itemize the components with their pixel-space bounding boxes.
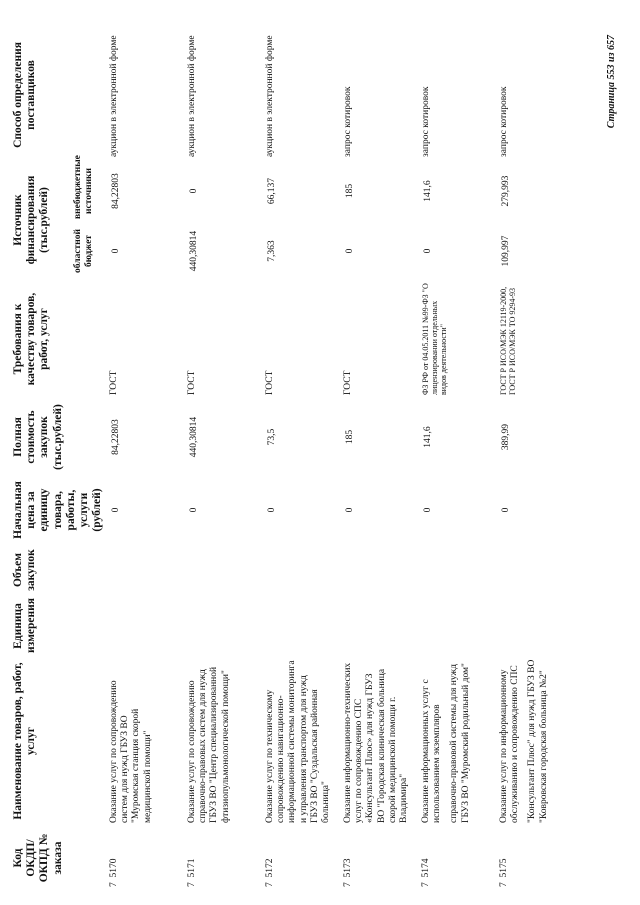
- item-name-line: "Консультант Плюс" для нужд ГБУЗ ВО "Ковровская городская больница №2": [527, 659, 549, 823]
- item-name-line: Оказание услуг по сопровождению справочно-правовых систем для нужд ГБУЗ ВО "Центр специализированной фтизиопульмонологической помощи": [186, 666, 231, 823]
- item-name-line: "Муромская станция скорой медицинской помощи": [131, 708, 153, 823]
- header-requirements: Требования к качеству товаров, работ, услуг: [12, 292, 51, 386]
- okdp-code: 7: [108, 882, 119, 887]
- okdp-code: 7: [498, 882, 509, 887]
- header-funding-regional: областной бюджет: [72, 229, 94, 273]
- row-code-cell: [341, 826, 419, 890]
- order-number: 5173: [342, 858, 353, 878]
- item-name-line: справочно-правовой системы для нужд ГБУЗ ВО "Муромский родильный дом": [449, 663, 471, 823]
- unit-price-cell: 0: [344, 507, 355, 513]
- unit-cell: [419, 596, 497, 656]
- method-cell: запрос котировок: [498, 86, 509, 157]
- requirements-cell: ГОСТ: [342, 370, 353, 395]
- unit-cell: [185, 596, 263, 656]
- extra-budget-cell: 0: [188, 188, 199, 194]
- item-name-line: Оказание информационно-технических услуг по сопровождению СПС «Консультант Плюс» для нужд ГБУЗ ВО "Городская клиническая больница скорой медицинской помощи г. Владимира": [342, 662, 410, 823]
- requirements-cell: ГОСТ: [264, 370, 275, 395]
- unit-price-cell: 0: [266, 507, 277, 513]
- table-row: [497, 30, 575, 890]
- unit-price-cell: 0: [110, 507, 121, 513]
- regional-budget-cell: 0: [344, 248, 355, 254]
- header-code: Код ОКДП/ ОКПД № заказа: [12, 833, 64, 883]
- item-name-line: Оказание информационных услуг с использованием экземпляров: [420, 679, 442, 823]
- requirements-cell: ГОСТ Р ИСО/МЭК 12119-2000, ГОСТ Р ИСО/МЭК ТО 9294-93: [498, 286, 517, 395]
- okdp-code: 7: [264, 882, 275, 887]
- regional-budget-cell: 0: [422, 248, 433, 254]
- order-number: 5170: [108, 858, 119, 878]
- volume-cell: [107, 544, 185, 596]
- unit-cell: [497, 596, 575, 656]
- total-cost-cell: 440,30814: [188, 416, 199, 458]
- regional-budget-cell: 7,363: [266, 240, 277, 262]
- table-row: [107, 30, 185, 890]
- okdp-code: 7: [342, 882, 353, 887]
- unit-price-cell: 0: [500, 507, 511, 513]
- total-cost-cell: 185: [344, 429, 355, 445]
- page-number: Страница 553 из 657: [606, 35, 617, 129]
- extra-budget-cell: 279,993: [500, 175, 511, 207]
- item-name: [263, 656, 341, 826]
- item-name: [419, 656, 497, 826]
- item-name: [107, 656, 185, 826]
- regional-budget-cell: 109,997: [500, 235, 511, 267]
- item-name: [497, 656, 575, 826]
- total-cost-cell: 73,5: [266, 428, 277, 446]
- order-number: 5175: [498, 858, 509, 878]
- method-cell: аукцион в электронной форме: [108, 35, 119, 157]
- volume-cell: [263, 544, 341, 596]
- extra-budget-cell: 66,137: [266, 177, 277, 205]
- requirements-cell: ГОСТ: [186, 370, 197, 395]
- row-code-cell: [185, 826, 263, 890]
- okdp-code: 7: [186, 882, 197, 887]
- extra-budget-cell: 84,22803: [110, 173, 121, 209]
- volume-cell: [497, 544, 575, 596]
- unit-cell: [107, 596, 185, 656]
- header-funding: Источник финансирования (тыс.рублей): [12, 175, 51, 265]
- requirements-cell: ФЗ РФ от 04.05.2011 №99-ФЗ "О лицензировании отдельных видов деятельности": [420, 283, 448, 395]
- item-name: [341, 656, 419, 826]
- table-row: [263, 30, 341, 890]
- item-name-line: Оказание услуг по информационному обслуживанию и сопровождению СПС: [498, 665, 520, 823]
- method-cell: запрос котировок: [420, 86, 431, 157]
- table-row: [341, 30, 419, 890]
- total-cost-cell: 84,22803: [110, 419, 121, 455]
- item-name: [185, 656, 263, 826]
- row-code-cell: [497, 826, 575, 890]
- unit-price-cell: 0: [422, 507, 433, 513]
- header-unit-price: Начальная цена за единицу товара, работы, услуги (рублей): [12, 481, 104, 539]
- volume-cell: [341, 544, 419, 596]
- unit-cell: [263, 596, 341, 656]
- header-volume: Объем закупок: [12, 549, 38, 591]
- unit-cell: [341, 596, 419, 656]
- method-cell: аукцион в электронной форме: [264, 35, 275, 157]
- extra-budget-cell: 141,6: [422, 180, 433, 202]
- volume-cell: [419, 544, 497, 596]
- requirements-cell: ГОСТ: [108, 370, 119, 395]
- procurement-table: [10, 30, 575, 890]
- row-code-cell: [107, 826, 185, 890]
- header-method: Способ определения поставщиков: [12, 42, 38, 148]
- regional-budget-cell: 0: [110, 248, 121, 254]
- header-row: [10, 30, 71, 890]
- volume-cell: [185, 544, 263, 596]
- table-row: [419, 30, 497, 890]
- row-code-cell: [263, 826, 341, 890]
- unit-price-cell: 0: [188, 507, 199, 513]
- order-number: 5174: [420, 858, 431, 878]
- okdp-code: 7: [420, 882, 431, 887]
- regional-budget-cell: 440,30814: [188, 230, 199, 272]
- header-total-cost: Полная стоимость закупок (тыс.рублей): [12, 404, 64, 470]
- total-cost-cell: 389,99: [500, 423, 511, 451]
- item-name-line: Оказание услуг по сопровождению систем для нужд ГБУЗ ВО: [108, 680, 130, 823]
- extra-budget-cell: 185: [344, 183, 355, 199]
- header-funding-extra: внебюджетные источники: [72, 155, 94, 219]
- order-number: 5171: [186, 858, 197, 878]
- order-number: 5172: [264, 858, 275, 878]
- method-cell: запрос котировок: [342, 86, 353, 157]
- row-code-cell: [419, 826, 497, 890]
- method-cell: аукцион в электронной форме: [186, 35, 197, 157]
- item-name-line: Оказание услуг по техническому сопровождению навигационно-информационной системы мониторинга и управления транспортом для нужд ГБУЗ ВО "Суздальская районная больница": [264, 660, 332, 823]
- header-name: Наименование товаров, работ, услуг: [12, 662, 38, 820]
- header-unit: Единица измерения: [12, 598, 38, 653]
- table-row: [185, 30, 263, 890]
- rotated-document-page: [10, 15, 630, 890]
- total-cost-cell: 141,6: [422, 426, 433, 448]
